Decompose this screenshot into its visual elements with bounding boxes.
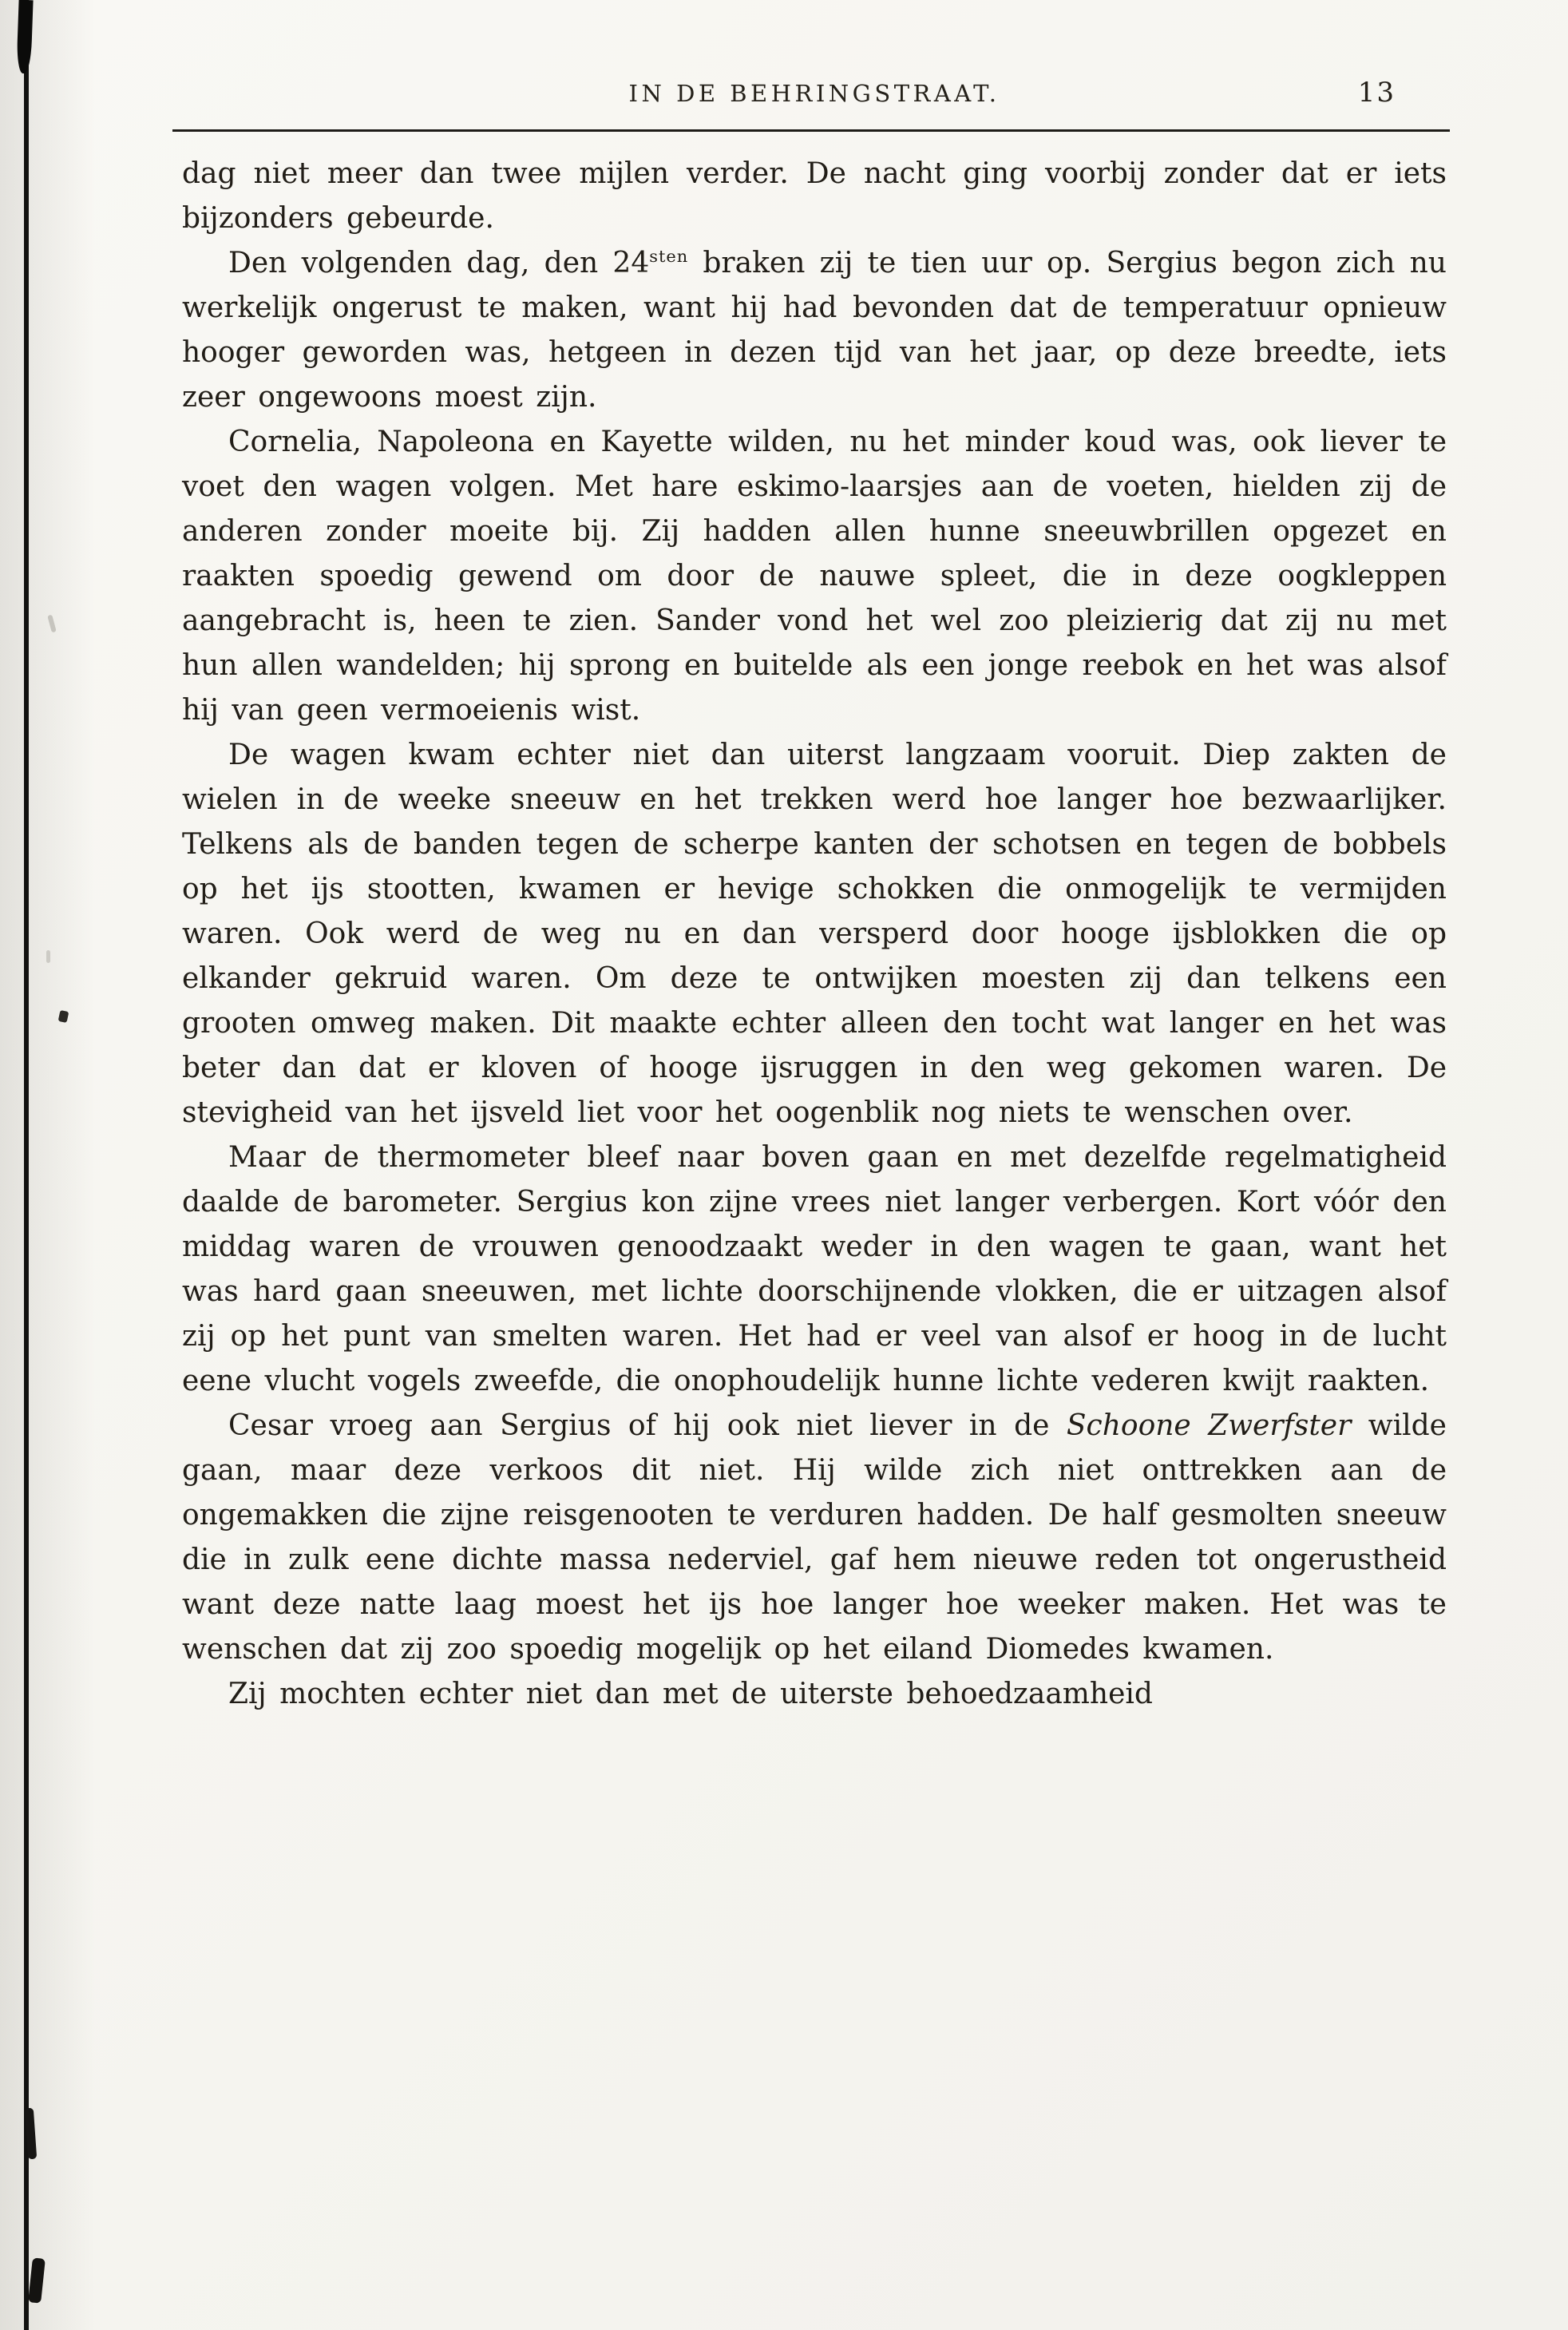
header-rule: [172, 129, 1450, 132]
running-title: IN DE BEHRINGSTRAAT.: [628, 80, 1000, 107]
text-run: dag niet meer dan twee mijlen verder. De nacht ging voorbij zonder dat er iets bijzonders gebeurde.: [182, 157, 1447, 235]
text-run: Schoone Zwerfster: [1066, 1409, 1352, 1442]
text-run: sten: [649, 247, 689, 266]
scan-artifact: [58, 1010, 69, 1023]
paragraph: [182, 1672, 1447, 1717]
scan-spine-edge: [24, 0, 29, 2330]
text-run: braken zij te tien uur op. Sergius begon zich nu werkelijk ongerust te maken, want hij had bevonden dat de temperatuur opnieuw hooger geworden was, hetgeen in dezen tijd van het jaar, op deze breedte, iets zeer ongewoons moest zijn.: [182, 247, 1447, 414]
spine-shadow: [0, 0, 96, 2330]
paragraph: [182, 152, 1447, 241]
paragraph: [182, 1404, 1447, 1672]
text-run: wilde gaan, maar deze verkoos dit niet. Hij wilde zich niet onttrekken aan de ongemakken die zijne reisgenooten te verduren hadden. De half gesmolten sneeuw die in zulk eene dichte massa nederviel, gaf hem nieuwe reden tot ongerustheid want deze natte laag moest het ijs hoe langer hoe weeker maken. Het was te wenschen dat zij zoo spoedig mogelijk op het eiland Diomedes kwamen.: [182, 1409, 1447, 1666]
paragraph: [182, 733, 1447, 1135]
paragraph: [182, 420, 1447, 733]
scan-artifact: [47, 615, 56, 633]
text-run: Cornelia, Napoleona en Kayette wilden, nu het minder koud was, ook liever te voet den wagen volgen. Met hare eskimo-laarsjes aan de voeten, hielden zij de anderen zonder moeite bij. Zij hadden allen hunne sneeuwbrillen opgezet en raakten spoedig gewend om door de nauwe spleet, die in deze oogkleppen aangebracht is, heen te zien. Sander vond het wel zoo pleizierig dat zij nu met hun allen wandelden; hij sprong en buitelde als een jonge reebok en het was alsof hij van geen vermoeienis wist.: [182, 426, 1447, 727]
page-number: 13: [1357, 77, 1396, 109]
text-run: Zij mochten echter niet dan met de uiterste behoedzaamheid: [228, 1678, 1153, 1710]
paragraph: [182, 241, 1447, 420]
text-run: De wagen kwam echter niet dan uiterst langzaam vooruit. Diep zakten de wielen in de weeke sneeuw en het trekken werd hoe langer hoe bezwaarlijker. Telkens als de banden tegen de scherpe kanten der schotsen en tegen de bobbels op het ijs stootten, kwamen er hevige schokken die onmogelijk te vermijden waren. Ook werd de weg nu en dan versperd door hooge ijsblokken die op elkander gekruid waren. Om deze te ontwijken moesten zij dan telkens een grooten omweg maken. Dit maakte echter alleen den tocht wat langer en het was beter dan dat er kloven of hooge ijsruggen in den weg gekomen waren. De stevigheid van het ijsveld liet voor het oogenblik nog niets te wenschen over.: [182, 739, 1447, 1129]
scan-artifact: [46, 950, 50, 963]
scan-artifact: [16, 0, 33, 73]
page-header: [182, 77, 1447, 113]
scan-artifact: [28, 2257, 46, 2303]
text-run: Cesar vroeg aan Sergius of hij ook niet liever in de: [228, 1409, 1067, 1442]
text-block: [182, 152, 1447, 1717]
text-run: Maar de thermometer bleef naar boven gaan en met dezelfde regelmatigheid daalde de barometer. Sergius kon zijne vrees niet langer verbergen. Kort vóór den middag waren de vrouwen genoodzaakt weder in den wagen te gaan, want het was hard gaan sneeuwen, met lichte doorschijnende vlokken, die er uitzagen alsof zij op het punt van smelten waren. Het had er veel van alsof er hoog in de lucht eene vlucht vogels zweefde, die onophoudelijk hunne lichte vederen kwijt raakten.: [182, 1141, 1447, 1397]
text-run: Den volgenden dag, den 24: [228, 247, 650, 279]
paragraph: [182, 1135, 1447, 1404]
